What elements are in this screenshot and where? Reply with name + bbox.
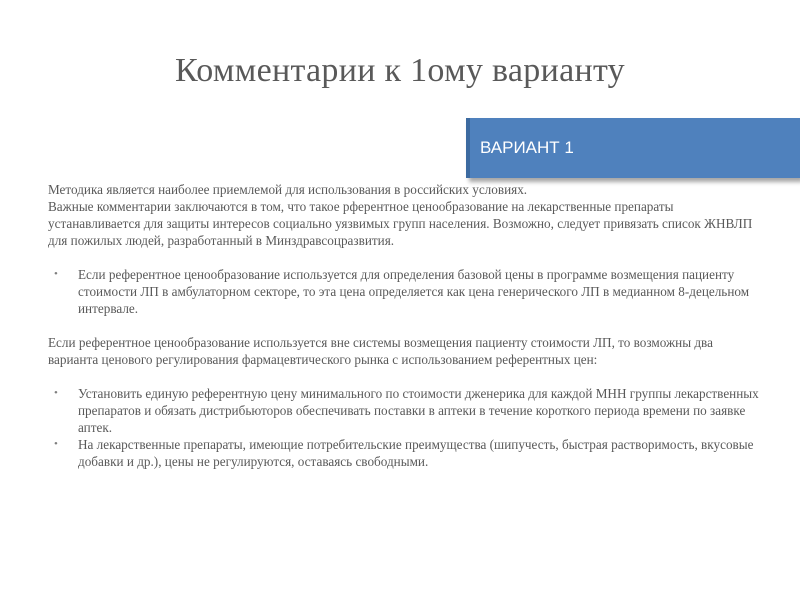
bullet-list-1 [48,266,763,317]
regulation-paragraph: Если референтное ценообразование используется вне системы возмещения пациенту стоимости ЛП, то возможны два варианта ценового регулирования фармацевтического рынка с использованием референтных цен: [48,335,713,367]
bullet-icon: • [54,387,58,399]
list-item [48,436,763,470]
variant-label: ВАРИАНТ 1 [480,138,574,157]
bullet-text: Если референтное ценообразование используется для определения базовой цены в программе возмещения пациенту стоимости ЛП в амбулаторном секторе, то эта цена определяется как цена генерического ЛП в медианном 8-децельном интервале. [78,267,750,316]
comments-paragraph: Важные комментарии заключаются в том, что такое рферентное ценообразование на лекарственные препараты устанавливается для защиты интересов социально уязвимых групп населения. Возможно, следует привязать список ЖНВЛП для пожилых людей, разработанный в Минздравсоцразвития. [48,199,753,248]
slide-title: Комментарии к 1ому варианту [175,52,625,89]
bullet-icon: • [54,268,58,280]
variant-banner [466,118,800,178]
bullet-icon: • [54,438,58,450]
bullet-text: Установить единую референтную цену минимального по стоимости дженерика для каждой МНН группы лекарственных препаратов и обязать дистрибьюторов обеспечивать поставки в аптеки в течение короткого периода времени по заявке аптек. [78,386,759,435]
intro-paragraph: Методика является наиболее приемлемой для использования в российских условиях. [48,182,528,197]
bullet-list-2 [48,385,763,470]
slide-content [48,181,763,470]
list-item [48,266,763,317]
bullet-text: На лекарственные препараты, имеющие потребительские преимущества (шипучесть, быстрая растворимость, вкусовые добавки и др.), цены не регулируются, оставаясь свободными. [78,437,754,469]
list-item [48,385,763,436]
